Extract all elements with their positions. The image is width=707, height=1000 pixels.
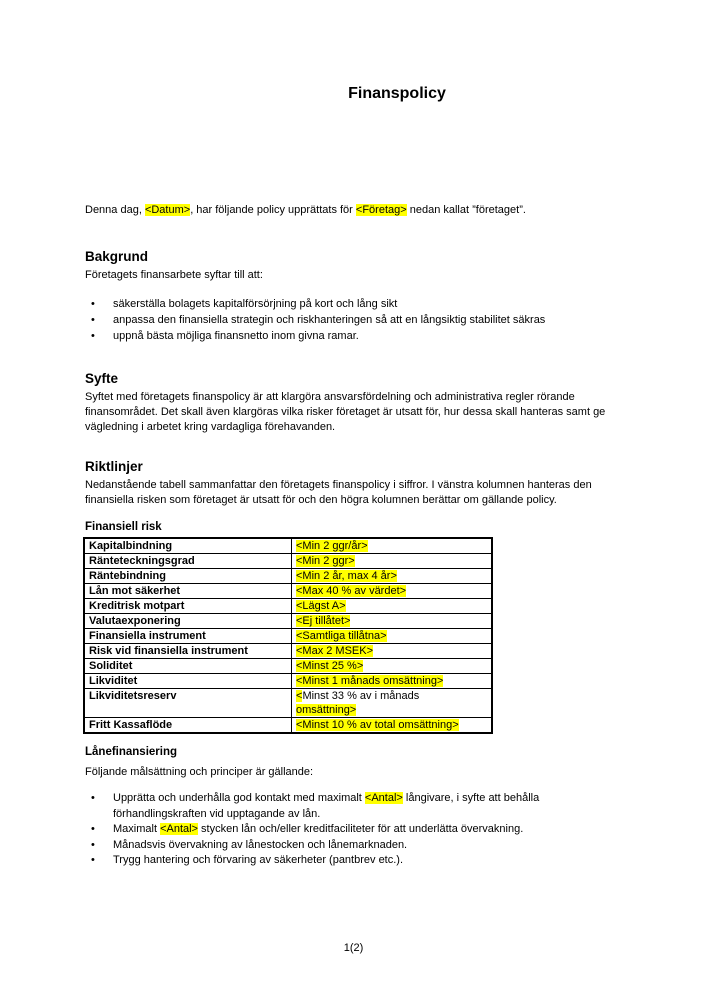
- text-run: stycken lån och/eller kreditfaciliteter för att underlätta övervakning.: [197, 823, 524, 835]
- text-run: Minst 33 % av i månads: [302, 690, 420, 702]
- placeholder-field: <Min 2 ggr/år>: [296, 540, 368, 552]
- risk-cell: Räntebindning: [84, 569, 292, 584]
- bullet-item: • säkerställa bolagets kapitalförsörjning på kort och lång sikt: [113, 296, 625, 312]
- risk-cell: Finansiella instrument: [84, 629, 292, 644]
- page-number: 1(2): [343, 942, 364, 954]
- risk-cell: Soliditet: [84, 659, 292, 674]
- document-title: Finanspolicy: [348, 85, 446, 102]
- text-run: Denna dag,: [85, 204, 145, 216]
- placeholder-field: <Min 2 ggr>: [296, 555, 355, 567]
- policy-cell: [292, 538, 493, 554]
- placeholder-field: <Minst 1 månads omsättning>: [296, 675, 444, 687]
- policy-cell: [292, 614, 493, 629]
- placeholder-field: <Samtliga tillåtna>: [296, 630, 387, 642]
- policy-cell: [292, 674, 493, 689]
- table-row: [84, 718, 492, 734]
- placeholder-field: <Antal>: [160, 823, 198, 835]
- policy-cell: [292, 689, 493, 718]
- risk-cell: Likviditet: [84, 674, 292, 689]
- table-heading: Finansiell risk: [85, 521, 162, 533]
- policy-cell: [292, 629, 493, 644]
- policy-cell: [292, 644, 493, 659]
- table-row: [84, 644, 492, 659]
- lanefinansiering-bullet-list: [85, 791, 625, 869]
- placeholder-field: <Lägst A>: [296, 600, 346, 612]
- placeholder-field: <Max 40 % av värdet>: [296, 585, 407, 597]
- table-row: [84, 538, 492, 554]
- table-row: [84, 554, 492, 569]
- bakgrund-lead: Företagets finansarbete syftar till att:: [85, 269, 263, 281]
- syfte-paragraph: Syftet med företagets finanspolicy är att klargöra ansvarsfördelning och administrativa regler rörande finansområdet. Det skall även klargöras vilka risker företaget är utsatt för, hur dessa skall hanteras samt ge vägledning i arbetet kring vardagliga förehavanden.: [85, 391, 606, 433]
- risk-cell: Ränteteckningsgrad: [84, 554, 292, 569]
- bullet-item: • uppnå bästa möjliga finansnetto inom givna ramar.: [113, 328, 625, 344]
- risk-cell: Likviditetsreserv: [84, 689, 292, 718]
- table-row: [84, 629, 492, 644]
- policy-cell: [292, 659, 493, 674]
- subsection-heading-lanefinansiering: Lånefinansiering: [85, 746, 178, 758]
- intro-paragraph: [85, 203, 625, 218]
- policy-cell: [292, 584, 493, 599]
- placeholder-field: <Max 2 MSEK>: [296, 645, 374, 657]
- table-row: [84, 614, 492, 629]
- text-run: , har följande policy upprättats för: [190, 204, 356, 216]
- placeholder-field: <Minst 25 %>: [296, 660, 364, 672]
- policy-cell: [292, 569, 493, 584]
- text-run: Upprätta och underhålla god kontakt med maximalt: [113, 792, 365, 804]
- section-heading-bakgrund: Bakgrund: [85, 249, 149, 264]
- text-run: nedan kallat ”företaget”.: [406, 204, 526, 216]
- table-row: [84, 584, 492, 599]
- text-run: långivare, i syfte att behålla förhandlingskraften vid upptagande av lån.: [113, 792, 540, 820]
- risk-cell: Kreditrisk motpart: [84, 599, 292, 614]
- bullet-item: • anpassa den finansiella strategin och riskhanteringen så att en långsiktig stabilitet säkras: [113, 312, 625, 328]
- placeholder-field: <Företag>: [355, 204, 407, 216]
- bullet-item: [113, 838, 625, 854]
- table-row: [84, 689, 492, 718]
- finansiell-risk-table: [83, 537, 493, 734]
- bullet-item: [113, 822, 625, 838]
- policy-cell: [292, 554, 493, 569]
- bakgrund-bullet-list: [85, 296, 625, 344]
- bullet-item: [113, 853, 625, 869]
- table-row: [84, 674, 492, 689]
- placeholder-field: omsättning>: [296, 704, 357, 716]
- placeholder-field: <Minst 10 % av total omsättning>: [296, 719, 459, 731]
- table-row: [84, 659, 492, 674]
- finansiell-risk-table-body: [84, 538, 492, 733]
- placeholder-field: <Min 2 år, max 4 år>: [296, 570, 397, 582]
- text-run: Trygg hantering och förvaring av säkerheter (pantbrev etc.).: [113, 854, 404, 866]
- placeholder-field: <Datum>: [144, 204, 191, 216]
- page-content: [85, 0, 625, 869]
- section-heading-syfte: Syfte: [85, 371, 119, 386]
- risk-cell: Risk vid finansiella instrument: [84, 644, 292, 659]
- table-row: [84, 599, 492, 614]
- risk-cell: Fritt Kassaflöde: [84, 718, 292, 734]
- risk-cell: Lån mot säkerhet: [84, 584, 292, 599]
- placeholder-field: <: [296, 690, 303, 702]
- riktlinjer-paragraph: Nedanstående tabell sammanfattar den företagets finanspolicy i siffror. I vänstra kolumnen hanteras den finansiella risken som företaget är utsatt för och den högra kolumnen berättar om gällande policy.: [85, 479, 592, 506]
- policy-cell: [292, 718, 493, 734]
- lanefinansiering-lead: Följande målsättning och principer är gällande:: [85, 766, 314, 778]
- section-heading-riktlinjer: Riktlinjer: [85, 459, 143, 474]
- risk-cell: Valutaexponering: [84, 614, 292, 629]
- placeholder-field: <Ej tillåtet>: [296, 615, 351, 627]
- text-run: Månadsvis övervakning av lånestocken och lånemarknaden.: [113, 838, 408, 851]
- placeholder-field: <Antal>: [364, 792, 403, 804]
- policy-cell: [292, 599, 493, 614]
- text-run: Maximalt: [113, 823, 161, 835]
- risk-cell: Kapitalbindning: [84, 538, 292, 554]
- bullet-item: [113, 791, 625, 822]
- table-row: [84, 569, 492, 584]
